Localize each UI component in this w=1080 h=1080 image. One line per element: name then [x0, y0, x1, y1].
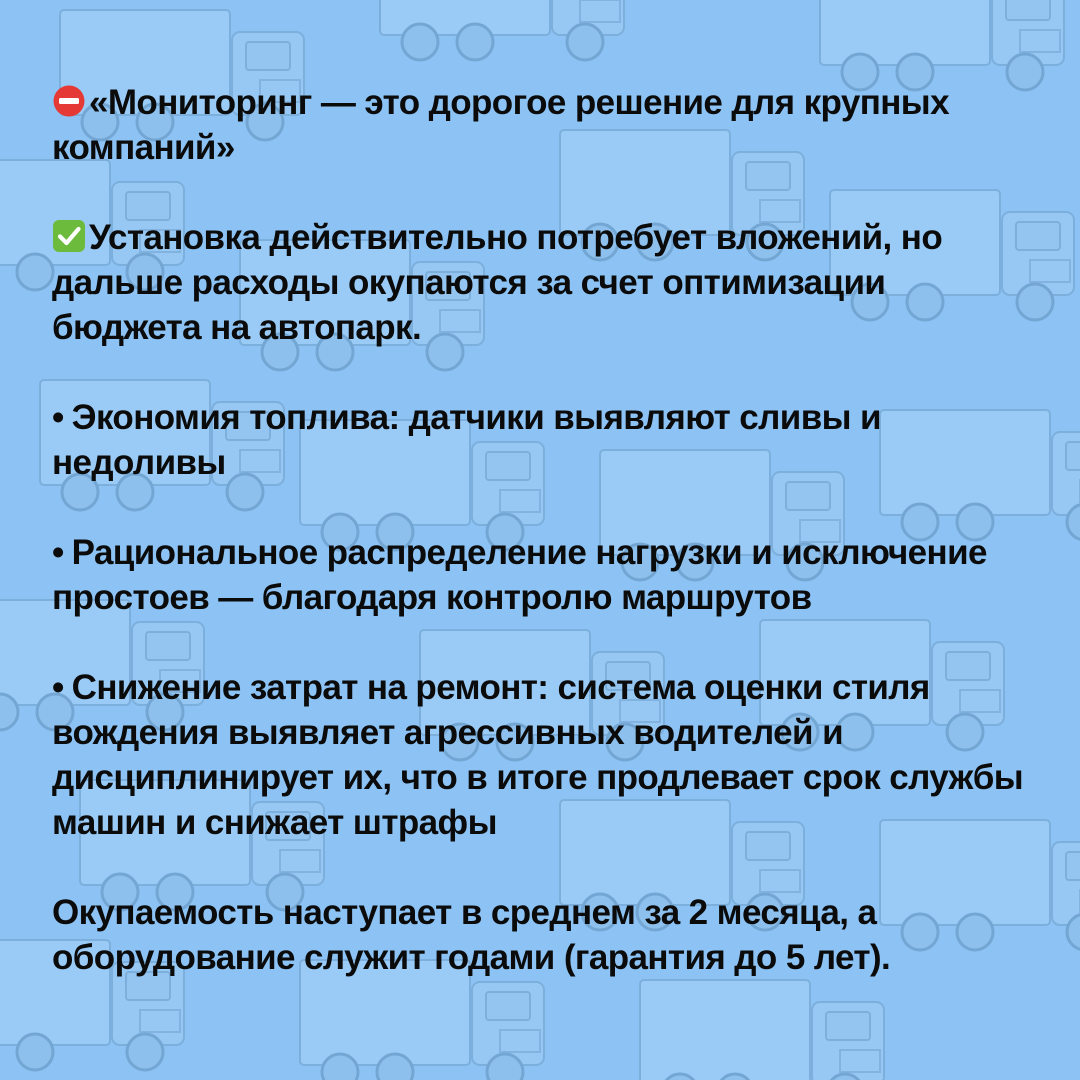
conclusion-text: Окупаемость наступает в среднем за 2 месяца, а оборудование служит годами (гарантия до 5 лет). [52, 893, 891, 977]
check-mark-icon [52, 219, 86, 253]
answer-statement [52, 215, 1042, 350]
bullet-mark: • [52, 533, 64, 572]
bullet-mark: • [52, 668, 64, 707]
myth-text: «Мониторинг — это дорогое решение для крупных компаний» [52, 83, 949, 167]
no-entry-icon [52, 84, 86, 118]
benefit-text: Снижение затрат на ремонт: система оценки стиля вождения выявляет агрессивных водителей и дисциплинирует их, что в итоге продлевает срок службы машин и снижает штрафы [52, 668, 1024, 842]
bullet-mark: • [52, 398, 64, 437]
myth-statement [52, 80, 1042, 170]
benefit-item [52, 395, 1042, 485]
benefit-text: Экономия топлива: датчики выявляют сливы и недоливы [52, 398, 881, 482]
benefit-item [52, 530, 1042, 620]
answer-text: Установка действительно потребует вложений, но дальше расходы окупаются за счет оптимизации бюджета на автопарк. [52, 218, 943, 347]
benefit-text: Рациональное распределение нагрузки и исключение простоев — благодаря контролю маршрутов [52, 533, 987, 617]
post-text [52, 80, 1042, 980]
benefit-item [52, 665, 1042, 845]
